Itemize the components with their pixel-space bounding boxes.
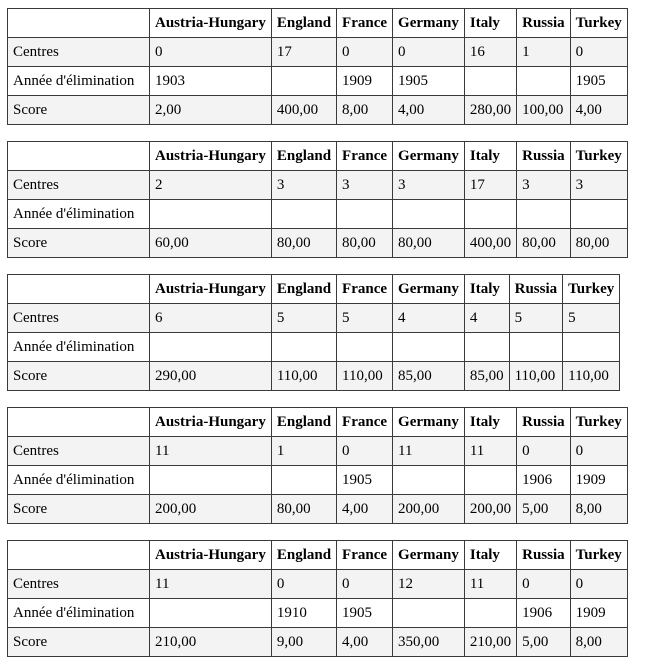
table-cell: 1 [517, 38, 571, 67]
column-header: Germany [393, 9, 465, 38]
score-table [7, 407, 628, 524]
column-header: England [271, 142, 336, 171]
table-cell: 11 [464, 437, 516, 466]
column-header: Turkey [570, 408, 627, 437]
table-cell: 17 [271, 38, 336, 67]
table-cell: 1 [271, 437, 336, 466]
table-row [8, 96, 628, 125]
column-header: England [271, 9, 336, 38]
score-table [7, 274, 620, 391]
table-cell [393, 333, 465, 362]
table-cell: 400,00 [271, 96, 336, 125]
table-cell: 0 [150, 38, 272, 67]
table-cell: 0 [393, 38, 465, 67]
table-cell [337, 333, 393, 362]
table-cell: 0 [337, 38, 393, 67]
table-cell: 4,00 [337, 628, 393, 657]
table-cell [464, 333, 509, 362]
table-cell: 1909 [570, 599, 627, 628]
table-cell: 11 [150, 570, 272, 599]
table-cell [517, 67, 571, 96]
table-cell: 8,00 [337, 96, 393, 125]
column-header: Russia [517, 408, 571, 437]
column-header: Austria-Hungary [150, 9, 272, 38]
column-header: France [337, 142, 393, 171]
header-row [8, 9, 628, 38]
table-cell: 11 [150, 437, 272, 466]
table-cell: 5,00 [517, 628, 571, 657]
header-row [8, 142, 628, 171]
score-table [7, 540, 628, 657]
table-cell [563, 333, 620, 362]
row-label: Centres [8, 437, 150, 466]
table-cell: 5 [271, 304, 336, 333]
table-cell: 4 [464, 304, 509, 333]
table-cell: 9,00 [271, 628, 336, 657]
table-row [8, 466, 628, 495]
table-row [8, 495, 628, 524]
table-row [8, 229, 628, 258]
score-table [7, 8, 628, 125]
table-cell: 4,00 [570, 96, 627, 125]
column-header: Turkey [570, 541, 627, 570]
table-cell: 12 [393, 570, 465, 599]
table-cell: 80,00 [570, 229, 627, 258]
table-cell [517, 200, 571, 229]
table-cell [393, 200, 465, 229]
table-cell: 280,00 [464, 96, 516, 125]
table-row [8, 628, 628, 657]
table-cell [150, 599, 272, 628]
table-cell: 6 [150, 304, 272, 333]
table-cell: 1909 [337, 67, 393, 96]
table-cell [271, 67, 336, 96]
row-label: Centres [8, 570, 150, 599]
column-header: Austria-Hungary [150, 541, 272, 570]
row-label: Centres [8, 38, 150, 67]
table-row [8, 599, 628, 628]
row-label: Score [8, 628, 150, 657]
table-cell: 0 [570, 570, 627, 599]
column-header: Russia [517, 9, 571, 38]
table-row [8, 333, 620, 362]
row-label: Score [8, 495, 150, 524]
table-cell: 1905 [337, 599, 393, 628]
column-header: England [271, 541, 336, 570]
table-cell [464, 200, 516, 229]
row-label: Centres [8, 304, 150, 333]
table-cell: 11 [464, 570, 516, 599]
table-cell: 3 [570, 171, 627, 200]
table-cell [150, 200, 272, 229]
table-cell: 0 [337, 437, 393, 466]
row-label: Année d'élimination [8, 200, 150, 229]
table-cell: 16 [464, 38, 516, 67]
table-cell: 8,00 [570, 495, 627, 524]
column-header: Germany [393, 142, 465, 171]
table-cell: 110,00 [563, 362, 620, 391]
table-cell: 400,00 [464, 229, 516, 258]
corner-cell [8, 142, 150, 171]
column-header: Germany [393, 408, 465, 437]
column-header: Austria-Hungary [150, 142, 272, 171]
table-cell: 1905 [393, 67, 465, 96]
table-cell: 1905 [570, 67, 627, 96]
table-cell: 1910 [271, 599, 336, 628]
table-cell: 1906 [517, 466, 571, 495]
column-header: Italy [464, 9, 516, 38]
corner-cell [8, 275, 150, 304]
table-cell [509, 333, 563, 362]
column-header: Turkey [563, 275, 620, 304]
table-cell: 290,00 [150, 362, 272, 391]
table-cell: 0 [570, 437, 627, 466]
column-header: Germany [393, 275, 465, 304]
table-cell: 80,00 [271, 495, 336, 524]
header-row [8, 275, 620, 304]
column-header: England [271, 275, 336, 304]
table-cell: 0 [570, 38, 627, 67]
column-header: Russia [509, 275, 563, 304]
row-label: Centres [8, 171, 150, 200]
table-row [8, 570, 628, 599]
table-cell [337, 200, 393, 229]
column-header: France [337, 9, 393, 38]
table-cell: 5,00 [517, 495, 571, 524]
column-header: Italy [464, 275, 509, 304]
column-header: France [337, 541, 393, 570]
column-header: Italy [464, 541, 516, 570]
column-header: Italy [464, 408, 516, 437]
table-cell [464, 599, 516, 628]
column-header: Austria-Hungary [150, 408, 272, 437]
table-cell: 1906 [517, 599, 571, 628]
column-header: Italy [464, 142, 516, 171]
table-cell: 85,00 [464, 362, 509, 391]
table-cell: 100,00 [517, 96, 571, 125]
table-cell: 2 [150, 171, 272, 200]
table-cell: 80,00 [393, 229, 465, 258]
header-row [8, 541, 628, 570]
column-header: Russia [517, 541, 571, 570]
table-cell: 1903 [150, 67, 272, 96]
table-cell: 110,00 [509, 362, 563, 391]
row-label: Année d'élimination [8, 599, 150, 628]
table-cell: 110,00 [337, 362, 393, 391]
table-cell [150, 466, 272, 495]
table-cell: 210,00 [464, 628, 516, 657]
row-label: Score [8, 229, 150, 258]
table-cell [464, 67, 516, 96]
table-cell: 4 [393, 304, 465, 333]
table-row [8, 67, 628, 96]
table-cell: 85,00 [393, 362, 465, 391]
table-cell [271, 333, 336, 362]
table-row [8, 171, 628, 200]
table-cell: 11 [393, 437, 465, 466]
column-header: Russia [517, 142, 571, 171]
table-row [8, 304, 620, 333]
table-cell: 4,00 [393, 96, 465, 125]
table-cell: 200,00 [393, 495, 465, 524]
table-cell: 200,00 [150, 495, 272, 524]
table-cell: 4,00 [337, 495, 393, 524]
table-row [8, 362, 620, 391]
table-cell [393, 599, 465, 628]
score-table [7, 141, 628, 258]
row-label: Score [8, 362, 150, 391]
table-cell: 0 [517, 437, 571, 466]
table-cell: 1905 [337, 466, 393, 495]
row-label: Score [8, 96, 150, 125]
row-label: Année d'élimination [8, 67, 150, 96]
table-cell: 80,00 [517, 229, 571, 258]
table-cell [393, 466, 465, 495]
table-cell [464, 466, 516, 495]
table-cell: 0 [517, 570, 571, 599]
corner-cell [8, 408, 150, 437]
table-cell: 80,00 [337, 229, 393, 258]
table-cell: 2,00 [150, 96, 272, 125]
column-header: France [337, 275, 393, 304]
table-cell: 0 [271, 570, 336, 599]
row-label: Année d'élimination [8, 333, 150, 362]
table-cell: 80,00 [271, 229, 336, 258]
table-cell: 3 [393, 171, 465, 200]
table-row [8, 437, 628, 466]
table-cell: 3 [517, 171, 571, 200]
table-row [8, 38, 628, 67]
header-row [8, 408, 628, 437]
column-header: England [271, 408, 336, 437]
table-cell: 200,00 [464, 495, 516, 524]
corner-cell [8, 541, 150, 570]
table-cell: 5 [337, 304, 393, 333]
table-cell [150, 333, 272, 362]
column-header: France [337, 408, 393, 437]
table-cell [271, 200, 336, 229]
row-label: Année d'élimination [8, 466, 150, 495]
table-cell: 5 [563, 304, 620, 333]
table-cell [570, 200, 627, 229]
table-cell: 5 [509, 304, 563, 333]
table-cell: 210,00 [150, 628, 272, 657]
table-cell: 0 [337, 570, 393, 599]
table-cell: 60,00 [150, 229, 272, 258]
column-header: Turkey [570, 142, 627, 171]
column-header: Austria-Hungary [150, 275, 272, 304]
table-cell: 3 [337, 171, 393, 200]
table-cell [271, 466, 336, 495]
table-cell: 3 [271, 171, 336, 200]
table-cell: 110,00 [271, 362, 336, 391]
column-header: Germany [393, 541, 465, 570]
table-cell: 17 [464, 171, 516, 200]
table-cell: 8,00 [570, 628, 627, 657]
corner-cell [8, 9, 150, 38]
table-cell: 1909 [570, 466, 627, 495]
table-cell: 350,00 [393, 628, 465, 657]
column-header: Turkey [570, 9, 627, 38]
table-row [8, 200, 628, 229]
